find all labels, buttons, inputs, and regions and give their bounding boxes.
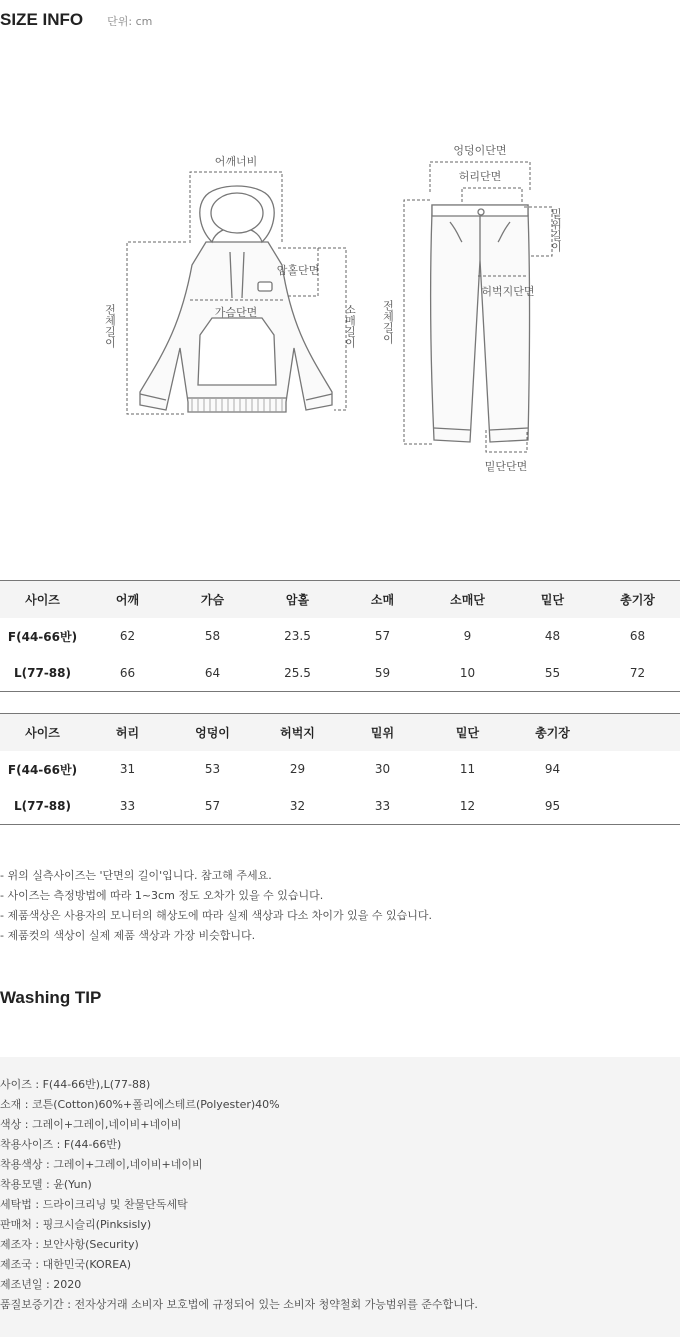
note-line: - 제품색상은 사용자의 모니터의 해상도에 따라 실제 색상과 다소 차이가 있을 수 있습니다. [0,909,432,922]
table-header-cell: 암홀 [255,581,340,618]
info-row: 세탁법 : 드라이크리닝 및 찬물단독세탁 [0,1198,188,1211]
table-cell: 30 [374,762,391,776]
info-row: 사이즈 : F(44-66반),L(77-88) [0,1078,151,1091]
table-cell: 9 [463,629,472,643]
info-row: 판매처 : 핑크시슬리(Pinksisly) [0,1218,152,1231]
pants-total-length-label: 전체길이 [381,300,395,344]
table-cell: 66 [85,655,170,692]
hem-label: 밑단단면 [484,460,528,473]
table-header-cell: 사이즈 [0,581,85,618]
table-header-cell: 허리 [85,714,170,751]
waist-label: 허리단면 [458,170,502,183]
table-cell [595,788,680,825]
table-cell: 57 [170,788,255,825]
table-cell: 58 [204,629,221,643]
size-notes [0,866,680,946]
table-cell: 94 [544,762,561,776]
table-cell: 72 [595,655,680,692]
table-header-cell: 밑위 [340,714,425,751]
info-row: 색상 : 그레이+그레이,네이비+네이비 [0,1118,182,1131]
size-name-cell: L(77-88) [0,655,85,692]
sleeve-length-label: 소매길이 [343,304,357,348]
table-cell: 33 [85,788,170,825]
table-header-cell [595,714,680,751]
size-diagram [0,130,680,490]
table-row [0,655,680,692]
info-row: 소재 : 코튼(Cotton)60%+폴리에스테르(Polyester)40% [0,1098,280,1111]
info-row: 착용사이즈 : F(44-66반) [0,1138,122,1151]
product-info-box [0,1057,680,1337]
info-row: 제조년일 : 2020 [0,1278,82,1291]
armhole-label: 암홀단면 [276,264,320,277]
info-row: 제조국 : 대한민국(KOREA) [0,1258,132,1271]
table-row [0,788,680,825]
table-header-row [0,581,680,618]
note-line: - 사이즈는 측정방법에 따라 1~3cm 정도 오차가 있을 수 있습니다. [0,889,324,902]
table-header-cell: 사이즈 [0,714,85,751]
thigh-label: 허벅지단면 [481,285,535,298]
info-row: 제조자 : 보안사항(Security) [0,1238,139,1251]
hip-label: 엉덩이단면 [453,144,507,157]
rise-label: 밑위길이 [549,208,563,252]
table-header-cell: 허벅지 [255,714,340,751]
note-line: - 위의 실측사이즈는 '단면의 길이'입니다. 참고해 주세요. [0,869,272,882]
table-cell: 29 [289,762,306,776]
bottom-size-table [0,713,680,825]
size-name-cell: F(44-66반) [7,762,78,777]
table-cell: 53 [204,762,221,776]
info-row: 품질보증기간 : 전자상거래 소비자 보호법에 규정되어 있는 소비자 청약철회 가능범위를 준수합니다. [0,1298,478,1311]
table-header-cell: 엉덩이 [170,714,255,751]
table-cell: 31 [119,762,136,776]
table-header-cell: 밑단 [510,581,595,618]
hoodie-total-length-label: 전체길이 [103,304,117,348]
shoulder-label: 어깨너비 [214,155,258,168]
table-cell: 95 [510,788,595,825]
info-row: 착용색상 : 그레이+그레이,네이비+네이비 [0,1158,203,1171]
table-header-cell: 소매단 [425,581,510,618]
table-cell: 32 [255,788,340,825]
table-header-cell: 밑단 [425,714,510,751]
table-cell: 68 [629,629,646,643]
table-cell [595,751,680,788]
unit-label: 단위: cm [107,15,153,28]
table-header-row [0,714,680,751]
top-size-table [0,580,680,692]
washing-tip-title: Washing TIP [0,988,102,1007]
table-header-cell: 총기장 [510,714,595,751]
table-cell: 25.5 [255,655,340,692]
table-cell: 11 [459,762,476,776]
size-name-cell: F(44-66반) [7,629,78,644]
table-cell: 59 [340,655,425,692]
chest-label: 가슴단면 [214,306,258,319]
table-header-cell: 어깨 [85,581,170,618]
table-cell: 12 [425,788,510,825]
size-name-cell: L(77-88) [0,788,85,825]
table-cell: 33 [340,788,425,825]
table-cell: 55 [510,655,595,692]
table-row [0,751,680,788]
size-info-title: SIZE INFO [0,10,84,29]
table-row [0,618,680,655]
table-header-cell: 총기장 [595,581,680,618]
size-info-header [0,10,152,38]
table-cell: 57 [374,629,391,643]
table-cell: 10 [425,655,510,692]
table-header-cell: 소매 [340,581,425,618]
hoodie-illustration [140,186,332,412]
table-header-cell: 가슴 [170,581,255,618]
table-cell: 48 [544,629,561,643]
pants-illustration [431,205,530,442]
note-line: - 제품컷의 색상이 실제 제품 색상과 가장 비슷합니다. [0,929,256,942]
info-row: 착용모델 : 윤(Yun) [0,1178,92,1191]
table-cell: 23.5 [284,629,311,643]
table-cell: 62 [119,629,136,643]
table-cell: 64 [170,655,255,692]
